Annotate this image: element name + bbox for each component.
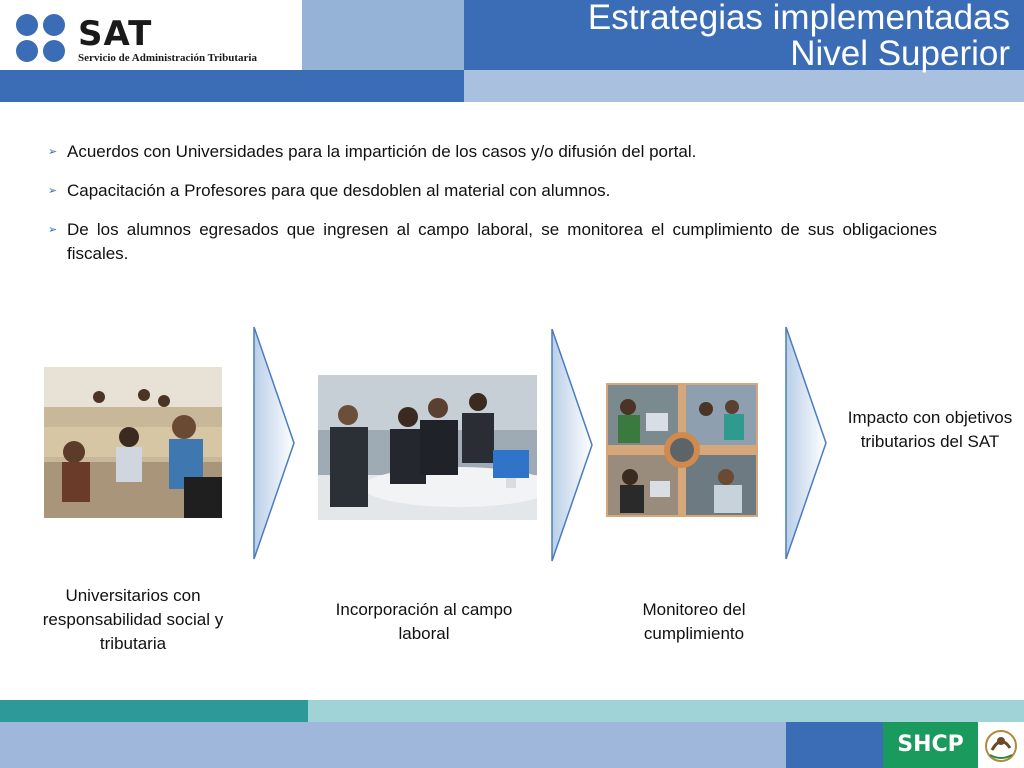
bullet-item bbox=[48, 179, 937, 203]
footer-band bbox=[0, 722, 786, 768]
flow-step-3-label: Monitoreo del cumplimiento bbox=[642, 600, 746, 643]
monitoring-collage-photo bbox=[606, 383, 758, 517]
bullet-list bbox=[48, 140, 937, 281]
header-strip-right bbox=[464, 70, 1024, 102]
flow-step-1-label: Universitarios con responsabilidad social y tributaria bbox=[42, 586, 224, 653]
footer-strip-light bbox=[308, 700, 1024, 722]
bullet-text: De los alumnos egresados que ingresen al campo laboral, se monitorea el cumplimiento de sus obligaciones fiscales. bbox=[67, 220, 937, 263]
header-strip-left bbox=[0, 70, 464, 102]
arrow-bullet-icon: ➢ bbox=[48, 224, 58, 236]
bullet-item bbox=[48, 218, 937, 266]
bullet-text: Capacitación a Profesores para que desdoblen al material con alumnos. bbox=[67, 181, 611, 200]
footer-block bbox=[786, 722, 883, 768]
flow-arrow-2-icon bbox=[550, 327, 596, 563]
flow-step-4-label: Impacto con objetivos tributarios del SAT bbox=[847, 408, 1013, 451]
page-title bbox=[588, 0, 1010, 72]
footer-strip-teal bbox=[0, 700, 308, 722]
students-classroom-photo bbox=[44, 367, 222, 518]
flow-arrow-1-icon bbox=[252, 325, 298, 561]
header-band bbox=[302, 0, 464, 70]
sat-logo-icon bbox=[15, 13, 67, 63]
office-meeting-photo bbox=[318, 375, 537, 520]
bullet-text: Acuerdos con Universidades para la impartición de los casos y/o difusión del portal. bbox=[67, 142, 697, 161]
flow-arrow-3-icon bbox=[784, 325, 830, 561]
logo-wordmark: SAT bbox=[78, 14, 153, 54]
mexican-eagle-emblem-icon bbox=[978, 722, 1024, 768]
flow-step-2-label: Incorporación al campo laboral bbox=[335, 600, 513, 643]
logo-subtitle: Servicio de Administración Tributaria bbox=[78, 52, 257, 64]
title-line-2: Nivel Superior bbox=[790, 34, 1010, 73]
shcp-logo: SHCP bbox=[883, 722, 978, 768]
arrow-bullet-icon: ➢ bbox=[48, 146, 58, 158]
bullet-item bbox=[48, 140, 937, 164]
arrow-bullet-icon: ➢ bbox=[48, 185, 58, 197]
title-line-1: Estrategias implementadas bbox=[587, 0, 1010, 37]
